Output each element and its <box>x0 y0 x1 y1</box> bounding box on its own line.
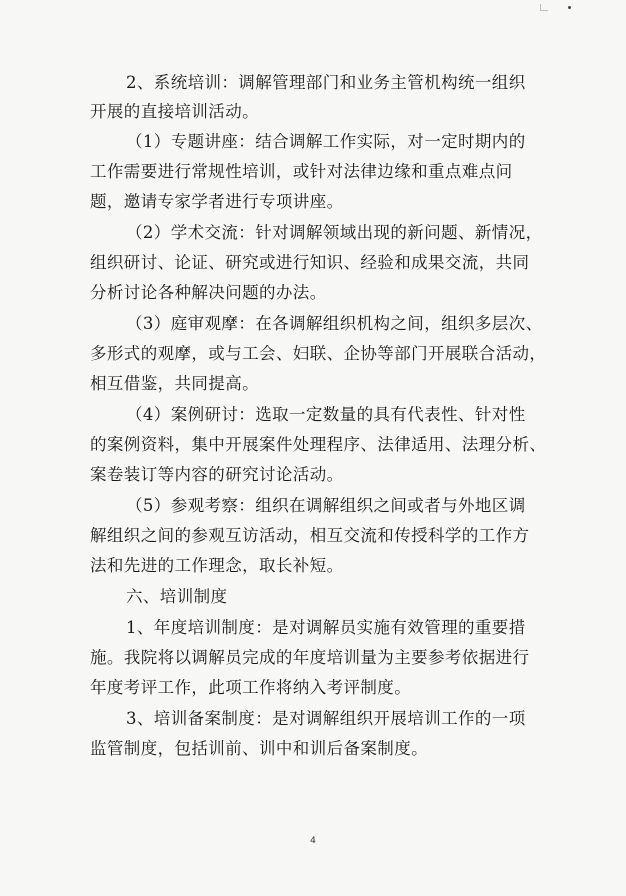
para-line-12: （4）案例研讨：选取一定数量的具有代表性、针对性 <box>126 405 526 424</box>
para-line-1: 2、系统培训：调解管理部门和业务主管机构统一组织 <box>126 73 526 92</box>
para-line-20: 施。我院将以调解员完成的年度培训量为主要参考依据进行 <box>90 648 530 667</box>
para-line-8: 分析讨论各种解决问题的办法。 <box>90 283 327 302</box>
para-line-15: （5）参观考察：组织在调解组织之间或者与外地区调 <box>126 496 526 515</box>
para-line-19: 1、年度培训制度：是对调解员实施有效管理的重要措 <box>126 618 526 637</box>
para-line-21: 年度考评工作，此项工作将纳入考评制度。 <box>90 678 412 697</box>
para-line-3: （1）专题讲座：结合调解工作实际，对一定时期内的 <box>126 132 526 151</box>
section-heading: 六、培训制度 <box>126 587 228 606</box>
page-number: 4 <box>310 836 316 846</box>
corner-scan-mark <box>540 10 548 11</box>
para-line-5: 题，邀请专家学者进行专项讲座。 <box>90 192 344 211</box>
para-line-23: 监管制度，包括训前、训中和训后备案制度。 <box>90 739 428 758</box>
para-line-17: 法和先进的工作理念，取长补短。 <box>90 556 344 575</box>
para-line-14: 案卷装订等内容的研究讨论活动。 <box>90 465 344 484</box>
para-line-7: 组织研讨、论证、研究或进行知识、经验和成果交流，共同 <box>90 253 530 272</box>
para-line-2: 开展的直接培训活动。 <box>90 102 259 121</box>
corner-scan-dot <box>568 6 571 9</box>
para-line-11: 相互借鉴，共同提高。 <box>90 374 259 393</box>
para-line-4: 工作需要进行常规性培训，或针对法律边缘和重点难点问 <box>90 162 513 181</box>
para-line-9: （3）庭审观摩：在各调解组织机构之间，组织多层次、 <box>126 314 543 333</box>
para-line-16: 解组织之间的参观互访活动，相互交流和传授科学的工作方 <box>90 526 530 545</box>
para-line-10: 多形式的观摩，或与工会、妇联、企协等部门开展联合活动， <box>90 344 547 363</box>
para-line-13: 的案例资料，集中开展案件处理程序、法律适用、法理分析、 <box>90 435 547 454</box>
para-line-6: （2）学术交流：针对调解领域出现的新问题、新情况， <box>126 223 543 242</box>
para-line-22: 3、培训备案制度：是对调解组织开展培训工作的一项 <box>126 709 526 728</box>
